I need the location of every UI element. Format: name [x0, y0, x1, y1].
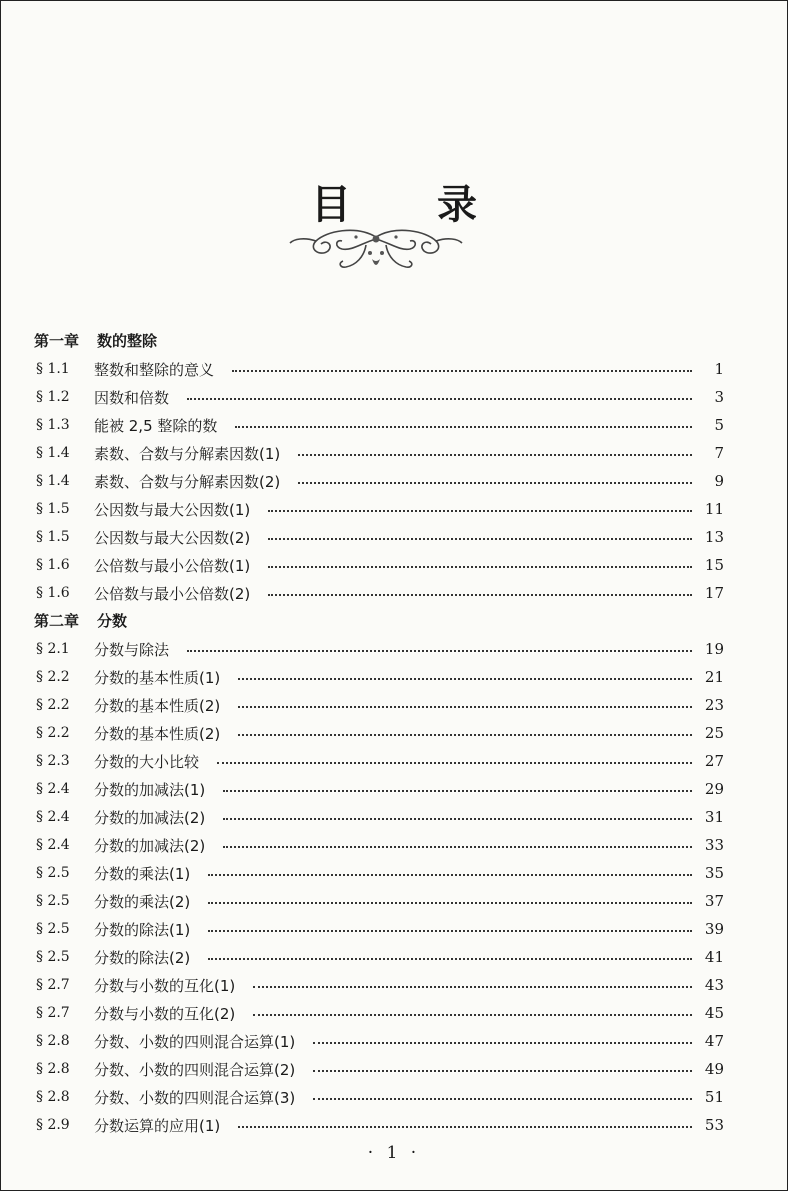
- section-page-number: 25: [704, 724, 724, 742]
- section-page-number: 53: [704, 1116, 724, 1134]
- section-title: 分数的加减法(2): [94, 836, 206, 855]
- chapter-heading: [34, 607, 724, 635]
- section-title: 公倍数与最小公倍数(1): [94, 556, 251, 575]
- dot-leader: [187, 650, 692, 652]
- section-number: § 2.4: [36, 781, 70, 797]
- dot-leader: [268, 538, 692, 540]
- toc-entry: [34, 467, 724, 495]
- section-page-number: 15: [704, 556, 724, 574]
- section-number: § 1.5: [36, 501, 70, 517]
- toc-entry: [34, 775, 724, 803]
- section-title: 分数、小数的四则混合运算(2): [94, 1060, 296, 1079]
- dot-leader: [238, 734, 692, 736]
- section-page-number: 21: [704, 668, 724, 686]
- section-number: § 1.4: [36, 473, 70, 489]
- toc-entry: [34, 635, 724, 663]
- dot-leader: [238, 706, 692, 708]
- dot-leader: [313, 1070, 692, 1072]
- toc-entry: [34, 663, 724, 691]
- section-page-number: 17: [704, 584, 724, 602]
- toc-entry: [34, 411, 724, 439]
- section-number: § 1.4: [36, 445, 70, 461]
- dot-leader: [223, 818, 692, 820]
- toc-entry: [34, 1055, 724, 1083]
- section-title: 分数的乘法(1): [94, 864, 191, 883]
- dot-leader: [268, 566, 692, 568]
- section-title: 素数、合数与分解素因数(1): [94, 444, 281, 463]
- dot-leader: [208, 874, 692, 876]
- section-number: § 2.9: [36, 1117, 70, 1133]
- section-page-number: 5: [714, 416, 724, 434]
- section-page-number: 3: [714, 388, 724, 406]
- section-page-number: 47: [704, 1032, 724, 1050]
- toc-entry: [34, 691, 724, 719]
- dot-leader: [208, 958, 692, 960]
- section-title: 分数运算的应用(1): [94, 1116, 221, 1135]
- toc-entry: [34, 859, 724, 887]
- flourish-ornament-icon: [286, 227, 466, 273]
- section-number: § 2.4: [36, 837, 70, 853]
- chapter-number: 第二章: [34, 612, 80, 630]
- dot-leader: [298, 482, 692, 484]
- toc-entry: [34, 1111, 724, 1139]
- section-page-number: 45: [704, 1004, 724, 1022]
- dot-leader: [208, 930, 692, 932]
- section-number: § 1.1: [36, 361, 70, 377]
- toc-entry: [34, 943, 724, 971]
- section-page-number: 23: [704, 696, 724, 714]
- chapter-title: 数的整除: [97, 332, 158, 350]
- section-page-number: 41: [704, 948, 724, 966]
- dot-leader: [238, 678, 692, 680]
- dot-leader: [253, 1014, 692, 1016]
- toc-entry: [34, 803, 724, 831]
- toc-entry: [34, 523, 724, 551]
- section-title: 分数的除法(2): [94, 948, 191, 967]
- dot-leader: [313, 1042, 692, 1044]
- toc-entry: [34, 1083, 724, 1111]
- section-number: § 1.6: [36, 585, 70, 601]
- toc-entry: [34, 719, 724, 747]
- dot-leader: [217, 762, 692, 764]
- toc-entry: [34, 1027, 724, 1055]
- toc-entry: [34, 971, 724, 999]
- section-number: § 2.1: [36, 641, 70, 657]
- section-title: 分数的大小比较: [94, 752, 200, 771]
- dot-leader: [313, 1098, 692, 1100]
- section-title: 公倍数与最小公倍数(2): [94, 584, 251, 603]
- section-page-number: 29: [704, 780, 724, 798]
- section-title: 整数和整除的意义: [94, 360, 215, 379]
- section-title: 分数的基本性质(1): [94, 668, 221, 687]
- section-number: § 2.8: [36, 1033, 70, 1049]
- section-number: § 2.3: [36, 753, 70, 769]
- section-page-number: 27: [704, 752, 724, 770]
- section-number: § 1.6: [36, 557, 70, 573]
- chapter-number: 第一章: [34, 332, 80, 350]
- section-page-number: 31: [704, 808, 724, 826]
- toc-entry: [34, 551, 724, 579]
- section-title: 分数与小数的互化(2): [94, 1004, 236, 1023]
- toc-entry: [34, 439, 724, 467]
- section-title: 分数、小数的四则混合运算(1): [94, 1032, 296, 1051]
- toc-entry: [34, 355, 724, 383]
- section-page-number: 51: [704, 1088, 724, 1106]
- dot-leader: [238, 1126, 692, 1128]
- chapter-title: 分数: [97, 612, 128, 630]
- section-page-number: 37: [704, 892, 724, 910]
- toc-entry: [34, 495, 724, 523]
- toc-entry: [34, 915, 724, 943]
- section-page-number: 35: [704, 864, 724, 882]
- section-number: § 2.5: [36, 949, 70, 965]
- section-number: § 2.5: [36, 893, 70, 909]
- section-title: 分数的基本性质(2): [94, 724, 221, 743]
- section-title: 能被 2,5 整除的数: [94, 416, 218, 435]
- dot-leader: [268, 510, 692, 512]
- section-title: 公因数与最大公因数(1): [94, 500, 251, 519]
- section-title: 分数的加减法(1): [94, 780, 206, 799]
- section-number: § 2.5: [36, 921, 70, 937]
- dot-leader: [232, 370, 692, 372]
- section-title: 分数的基本性质(2): [94, 696, 221, 715]
- dot-leader: [298, 454, 692, 456]
- section-number: § 2.2: [36, 697, 70, 713]
- dot-leader: [268, 594, 692, 596]
- toc-entry: [34, 579, 724, 607]
- section-number: § 1.5: [36, 529, 70, 545]
- dot-leader: [208, 902, 692, 904]
- section-title: 分数的乘法(2): [94, 892, 191, 911]
- section-page-number: 9: [714, 472, 724, 490]
- section-page-number: 33: [704, 836, 724, 854]
- section-number: § 2.7: [36, 1005, 70, 1021]
- section-page-number: 39: [704, 920, 724, 938]
- toc-entry: [34, 999, 724, 1027]
- toc-entry: [34, 831, 724, 859]
- table-of-contents: [34, 327, 724, 1139]
- section-title: 分数的除法(1): [94, 920, 191, 939]
- section-number: § 1.2: [36, 389, 70, 405]
- section-title: 分数与小数的互化(1): [94, 976, 236, 995]
- section-title: 公因数与最大公因数(2): [94, 528, 251, 547]
- page-title: 目 录: [311, 181, 513, 228]
- section-page-number: 11: [704, 500, 724, 518]
- section-number: § 2.2: [36, 669, 70, 685]
- section-number: § 2.7: [36, 977, 70, 993]
- section-title: 素数、合数与分解素因数(2): [94, 472, 281, 491]
- dot-leader: [253, 986, 692, 988]
- section-page-number: 7: [714, 444, 724, 462]
- toc-entry: [34, 747, 724, 775]
- section-page-number: 13: [704, 528, 724, 546]
- section-page-number: 43: [704, 976, 724, 994]
- toc-entry: [34, 887, 724, 915]
- section-number: § 2.8: [36, 1061, 70, 1077]
- section-title: 分数与除法: [94, 640, 170, 659]
- chapter-heading: [34, 327, 724, 355]
- dot-leader: [187, 398, 692, 400]
- page-number-footer: · 1 ·: [367, 1143, 421, 1163]
- dot-leader: [223, 790, 692, 792]
- section-number: § 2.5: [36, 865, 70, 881]
- section-title: 分数、小数的四则混合运算(3): [94, 1088, 296, 1107]
- section-number: § 2.8: [36, 1089, 70, 1105]
- toc-entry: [34, 383, 724, 411]
- section-title: 因数和倍数: [94, 388, 170, 407]
- section-number: § 2.4: [36, 809, 70, 825]
- section-page-number: 1: [714, 360, 724, 378]
- dot-leader: [235, 426, 692, 428]
- dot-leader: [223, 846, 692, 848]
- section-number: § 2.2: [36, 725, 70, 741]
- section-page-number: 49: [704, 1060, 724, 1078]
- section-page-number: 19: [704, 640, 724, 658]
- section-number: § 1.3: [36, 417, 70, 433]
- section-title: 分数的加减法(2): [94, 808, 206, 827]
